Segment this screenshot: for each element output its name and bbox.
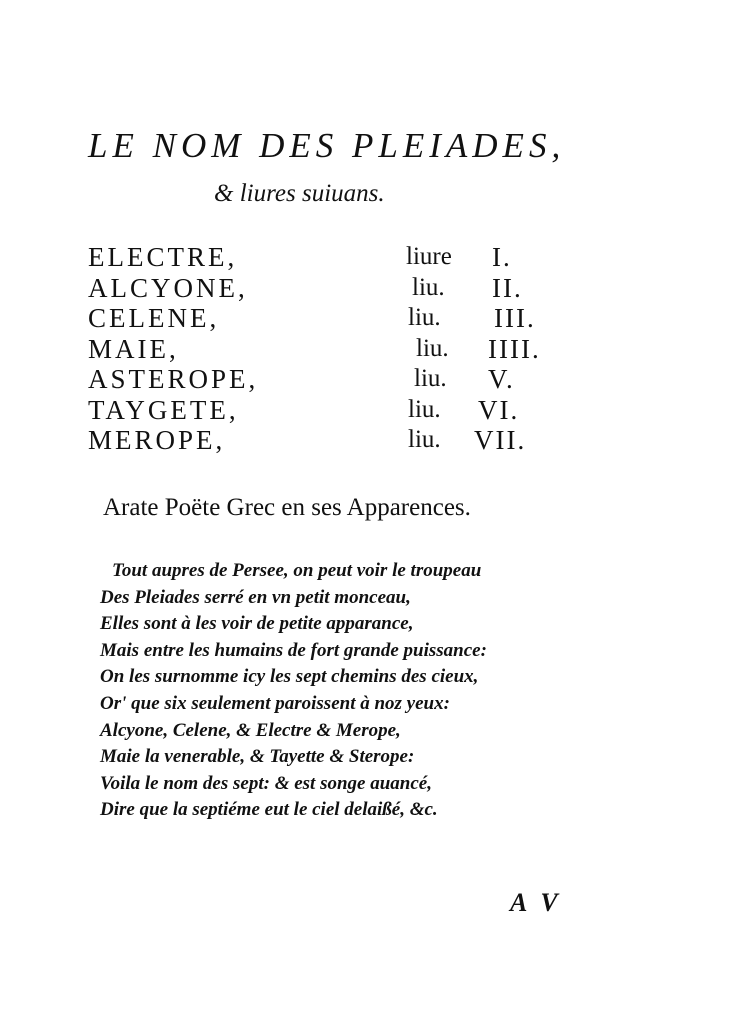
book-numeral: VI. [478, 394, 520, 425]
book-name: MAIE, [88, 333, 179, 364]
book-row-alcyone [88, 273, 588, 304]
section-heading: Arate Poëte Grec en ses Apparences. [103, 494, 471, 521]
book-name: ASTEROPE, [88, 364, 259, 394]
poem-line: Voila le nom des sept: & est songe auancé, [100, 772, 432, 794]
book-name: MEROPE, [88, 425, 226, 455]
book-name: ALCYONE, [88, 272, 248, 303]
book-abbreviation: liu. [408, 395, 441, 423]
signature-mark: A V [510, 888, 562, 917]
poem-line: Or' que six seulement paroissent à noz yeux: [100, 692, 450, 714]
book-row-merope [88, 425, 588, 456]
book-row-asterope [88, 364, 588, 395]
poem-line: Tout aupres de Persee, on peut voir le troupeau [112, 560, 482, 581]
book-abbreviation: liu. [414, 365, 447, 392]
book-numeral: I. [492, 242, 512, 272]
pleiades-book-list [88, 242, 588, 456]
poem-line: Alcyone, Celene, & Electre & Merope, [100, 719, 401, 741]
page-title: LE NOM DES PLEIADES, [88, 126, 566, 165]
book-name: TAYGETE, [88, 394, 239, 425]
poem-line: Dire que la septiéme eut le ciel delaißé, &c. [100, 799, 438, 821]
book-abbreviation: liu. [412, 273, 445, 301]
book-abbreviation: liure [406, 243, 452, 270]
page-subtitle: & liures suiuans. [214, 180, 385, 207]
book-abbreviation: liu. [408, 304, 441, 331]
book-row-taygete [88, 395, 588, 426]
book-numeral: IIII. [488, 333, 541, 364]
book-abbreviation: liu. [416, 334, 449, 362]
book-abbreviation: liu. [408, 426, 441, 453]
poem-line: Maie la venerable, & Tayette & Sterope: [100, 746, 415, 768]
poem-line: Elles sont à les voir de petite apparance, [100, 613, 414, 635]
poem-line: On les surnomme icy les sept chemins des cieux, [100, 666, 479, 688]
poem-line: Des Pleiades serré en vn petit monceau, [100, 586, 411, 608]
book-numeral: V. [488, 364, 515, 394]
book-numeral: II. [492, 272, 523, 303]
book-row-maie [88, 334, 588, 365]
book-numeral: III. [494, 303, 536, 333]
book-name: CELENE, [88, 303, 220, 333]
book-numeral: VII. [474, 425, 527, 455]
book-row-celene [88, 303, 588, 334]
poem-block [100, 558, 580, 824]
book-row-electre [88, 242, 588, 273]
book-name: ELECTRE, [88, 242, 238, 272]
poem-line: Mais entre les humains de fort grande puissance: [100, 639, 487, 661]
